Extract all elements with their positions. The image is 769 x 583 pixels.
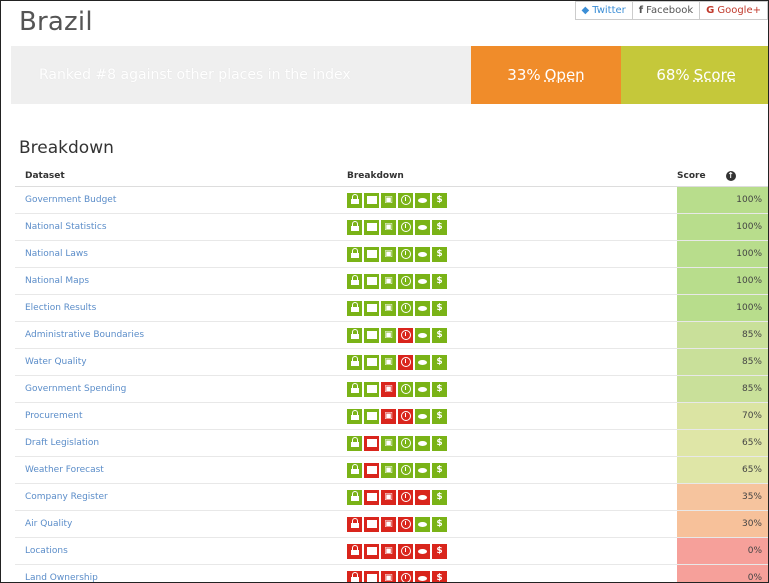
breakdown-table	[15, 166, 769, 583]
dataset-link[interactable]: Government Spending	[15, 376, 347, 403]
score-column-header[interactable]	[677, 166, 769, 187]
info-icon[interactable]: ↑	[727, 171, 734, 180]
table-row	[15, 484, 769, 511]
breakdown-icons	[347, 490, 677, 505]
clock-icon[interactable]	[398, 544, 413, 559]
dataset-link[interactable]: Locations	[15, 538, 347, 565]
table-row	[15, 430, 769, 457]
dollar-icon[interactable]: $	[432, 571, 447, 583]
breakdown-icons	[347, 517, 677, 532]
open-value: 33%	[507, 66, 541, 84]
googleplus-icon: G	[706, 5, 715, 16]
breakdown-cell	[347, 349, 677, 376]
dataset-link[interactable]: Election Results	[15, 295, 347, 322]
eye-icon[interactable]	[415, 193, 430, 208]
eye-icon[interactable]	[415, 436, 430, 451]
clock-icon[interactable]	[398, 328, 413, 343]
lock-icon[interactable]	[347, 355, 362, 370]
breakdown-icons	[347, 247, 677, 262]
card-icon[interactable]	[364, 193, 379, 208]
score-cell: 85%	[677, 322, 769, 349]
copy-icon[interactable]: ▣	[381, 409, 396, 424]
copy-icon[interactable]: ▣	[381, 382, 396, 397]
eye-icon[interactable]	[415, 382, 430, 397]
breakdown-icons	[347, 436, 677, 451]
clock-icon[interactable]	[398, 517, 413, 532]
googleplus-share-button[interactable]	[699, 1, 768, 20]
summary-band	[11, 46, 768, 104]
breakdown-cell	[347, 457, 677, 484]
breakdown-cell	[347, 214, 677, 241]
dataset-link[interactable]: Administrative Boundaries	[15, 322, 347, 349]
lock-icon[interactable]	[347, 328, 362, 343]
copy-icon[interactable]: ▣	[381, 490, 396, 505]
card-icon[interactable]	[364, 247, 379, 262]
clock-icon[interactable]	[398, 247, 413, 262]
facebook-label: Facebook	[646, 5, 694, 16]
dataset-link[interactable]: Air Quality	[15, 511, 347, 538]
score-cell: 85%	[677, 349, 769, 376]
copy-icon[interactable]: ▣	[381, 436, 396, 451]
card-icon[interactable]	[364, 463, 379, 478]
card-icon[interactable]	[364, 382, 379, 397]
table-header-row	[15, 166, 769, 187]
score-cell: 0%	[677, 565, 769, 583]
breakdown-icons	[347, 193, 677, 208]
dollar-icon[interactable]: $	[432, 517, 447, 532]
dataset-link[interactable]: National Laws	[15, 241, 347, 268]
table-row	[15, 322, 769, 349]
copy-icon[interactable]: ▣	[381, 355, 396, 370]
table-row	[15, 268, 769, 295]
breakdown-cell	[347, 565, 677, 583]
dataset-link[interactable]: National Maps	[15, 268, 347, 295]
copy-icon[interactable]: ▣	[381, 193, 396, 208]
social-share-bar	[576, 1, 768, 20]
dollar-icon[interactable]: $	[432, 382, 447, 397]
breakdown-cell	[347, 403, 677, 430]
breakdown-icons	[347, 571, 677, 583]
table-row	[15, 349, 769, 376]
twitter-label: Twitter	[592, 5, 626, 16]
dollar-icon[interactable]: $	[432, 193, 447, 208]
score-header-label: Score	[677, 171, 706, 181]
breakdown-icons	[347, 382, 677, 397]
lock-icon[interactable]	[347, 463, 362, 478]
lock-icon[interactable]	[347, 274, 362, 289]
table-row	[15, 403, 769, 430]
breakdown-cell	[347, 295, 677, 322]
twitter-share-button[interactable]	[575, 1, 633, 20]
dollar-icon[interactable]: $	[432, 355, 447, 370]
card-icon[interactable]	[364, 490, 379, 505]
table-row	[15, 511, 769, 538]
card-icon[interactable]	[364, 274, 379, 289]
breakdown-icons	[347, 463, 677, 478]
clock-icon[interactable]	[398, 571, 413, 583]
clock-icon[interactable]	[398, 409, 413, 424]
lock-icon[interactable]	[347, 544, 362, 559]
eye-icon[interactable]	[415, 355, 430, 370]
dataset-link[interactable]: Water Quality	[15, 349, 347, 376]
eye-icon[interactable]	[415, 274, 430, 289]
open-percentage	[471, 46, 621, 104]
dataset-link[interactable]: Procurement	[15, 403, 347, 430]
clock-icon[interactable]	[398, 490, 413, 505]
googleplus-label: Google+	[717, 5, 761, 16]
breakdown-icons	[347, 409, 677, 424]
score-percentage	[621, 46, 769, 104]
lock-icon[interactable]	[347, 436, 362, 451]
eye-icon[interactable]	[415, 409, 430, 424]
card-icon[interactable]	[364, 544, 379, 559]
lock-icon[interactable]	[347, 301, 362, 316]
rank-text: Ranked #8 against other places in the index	[39, 67, 351, 83]
breakdown-icons	[347, 301, 677, 316]
dataset-link[interactable]: Company Register	[15, 484, 347, 511]
copy-icon[interactable]: ▣	[381, 220, 396, 235]
score-cell: 65%	[677, 457, 769, 484]
lock-icon[interactable]	[347, 571, 362, 583]
breakdown-cell	[347, 322, 677, 349]
facebook-icon: f	[638, 5, 644, 16]
dollar-icon[interactable]: $	[432, 544, 447, 559]
clock-icon[interactable]	[398, 301, 413, 316]
table-row	[15, 376, 769, 403]
score-cell: 85%	[677, 376, 769, 403]
breakdown-cell	[347, 376, 677, 403]
copy-icon[interactable]: ▣	[381, 301, 396, 316]
eye-icon[interactable]	[415, 247, 430, 262]
lock-icon[interactable]	[347, 382, 362, 397]
dollar-icon[interactable]: $	[432, 490, 447, 505]
clock-icon[interactable]	[398, 382, 413, 397]
dollar-icon[interactable]: $	[432, 436, 447, 451]
clock-icon[interactable]	[398, 193, 413, 208]
score-cell: 30%	[677, 511, 769, 538]
eye-icon[interactable]	[415, 220, 430, 235]
copy-icon[interactable]: ▣	[381, 463, 396, 478]
score-cell: 100%	[677, 187, 769, 214]
breakdown-icons	[347, 274, 677, 289]
dataset-link[interactable]: Land Ownership	[15, 565, 347, 583]
breakdown-icons	[347, 544, 677, 559]
score-value: 68%	[656, 66, 690, 84]
card-icon[interactable]	[364, 301, 379, 316]
table-row	[15, 214, 769, 241]
dollar-icon[interactable]: $	[432, 463, 447, 478]
lock-icon[interactable]	[347, 247, 362, 262]
dataset-link[interactable]: Weather Forecast	[15, 457, 347, 484]
score-cell: 100%	[677, 268, 769, 295]
card-icon[interactable]	[364, 571, 379, 583]
lock-icon[interactable]	[347, 193, 362, 208]
dataset-link[interactable]: Government Budget	[15, 187, 347, 214]
copy-icon[interactable]: ▣	[381, 328, 396, 343]
score-cell: 100%	[677, 295, 769, 322]
eye-icon[interactable]	[415, 571, 430, 583]
clock-icon[interactable]	[398, 274, 413, 289]
breakdown-cell	[347, 538, 677, 565]
facebook-share-button[interactable]	[632, 1, 700, 20]
card-icon[interactable]	[364, 220, 379, 235]
open-label[interactable]: Open	[544, 66, 585, 84]
table-row	[15, 565, 769, 583]
lock-icon[interactable]	[347, 220, 362, 235]
dataset-column-header[interactable]: Dataset	[15, 166, 347, 187]
score-cell: 100%	[677, 214, 769, 241]
breakdown-cell	[347, 430, 677, 457]
eye-icon[interactable]	[415, 463, 430, 478]
copy-icon[interactable]: ▣	[381, 274, 396, 289]
eye-icon[interactable]	[415, 328, 430, 343]
table-row	[15, 457, 769, 484]
clock-icon[interactable]	[398, 463, 413, 478]
eye-icon[interactable]	[415, 490, 430, 505]
eye-icon[interactable]	[415, 301, 430, 316]
score-cell: 0%	[677, 538, 769, 565]
card-icon[interactable]	[364, 436, 379, 451]
breakdown-cell	[347, 187, 677, 214]
dollar-icon[interactable]: $	[432, 301, 447, 316]
lock-icon[interactable]	[347, 490, 362, 505]
card-icon[interactable]	[364, 328, 379, 343]
eye-icon[interactable]	[415, 517, 430, 532]
dataset-link[interactable]: Draft Legislation	[15, 430, 347, 457]
breakdown-cell	[347, 484, 677, 511]
score-cell: 100%	[677, 241, 769, 268]
copy-icon[interactable]: ▣	[381, 517, 396, 532]
breakdown-icons	[347, 355, 677, 370]
dollar-icon[interactable]: $	[432, 247, 447, 262]
eye-icon[interactable]	[415, 544, 430, 559]
table-row	[15, 241, 769, 268]
score-cell: 65%	[677, 430, 769, 457]
clock-icon[interactable]	[398, 220, 413, 235]
copy-icon[interactable]: ▣	[381, 571, 396, 583]
lock-icon[interactable]	[347, 409, 362, 424]
breakdown-cell	[347, 241, 677, 268]
copy-icon[interactable]: ▣	[381, 247, 396, 262]
breakdown-cell	[347, 268, 677, 295]
card-icon[interactable]	[364, 355, 379, 370]
table-row	[15, 295, 769, 322]
table-row	[15, 187, 769, 214]
dollar-icon[interactable]: $	[432, 274, 447, 289]
score-cell: 35%	[677, 484, 769, 511]
dollar-icon[interactable]: $	[432, 220, 447, 235]
breakdown-column-header[interactable]: Breakdown	[347, 166, 677, 187]
copy-icon[interactable]: ▣	[381, 544, 396, 559]
score-label[interactable]: Score	[693, 66, 736, 84]
twitter-icon: ◆	[581, 5, 590, 16]
dollar-icon[interactable]: $	[432, 409, 447, 424]
breakdown-icons	[347, 220, 677, 235]
card-icon[interactable]	[364, 409, 379, 424]
lock-icon[interactable]	[347, 517, 362, 532]
score-cell: 70%	[677, 403, 769, 430]
breakdown-icons	[347, 328, 677, 343]
dollar-icon[interactable]: $	[432, 328, 447, 343]
clock-icon[interactable]	[398, 436, 413, 451]
breakdown-heading: Breakdown	[19, 138, 114, 158]
clock-icon[interactable]	[398, 355, 413, 370]
card-icon[interactable]	[364, 517, 379, 532]
dataset-link[interactable]: National Statistics	[15, 214, 347, 241]
table-row	[15, 538, 769, 565]
breakdown-cell	[347, 511, 677, 538]
page-title: Brazil	[19, 7, 93, 37]
